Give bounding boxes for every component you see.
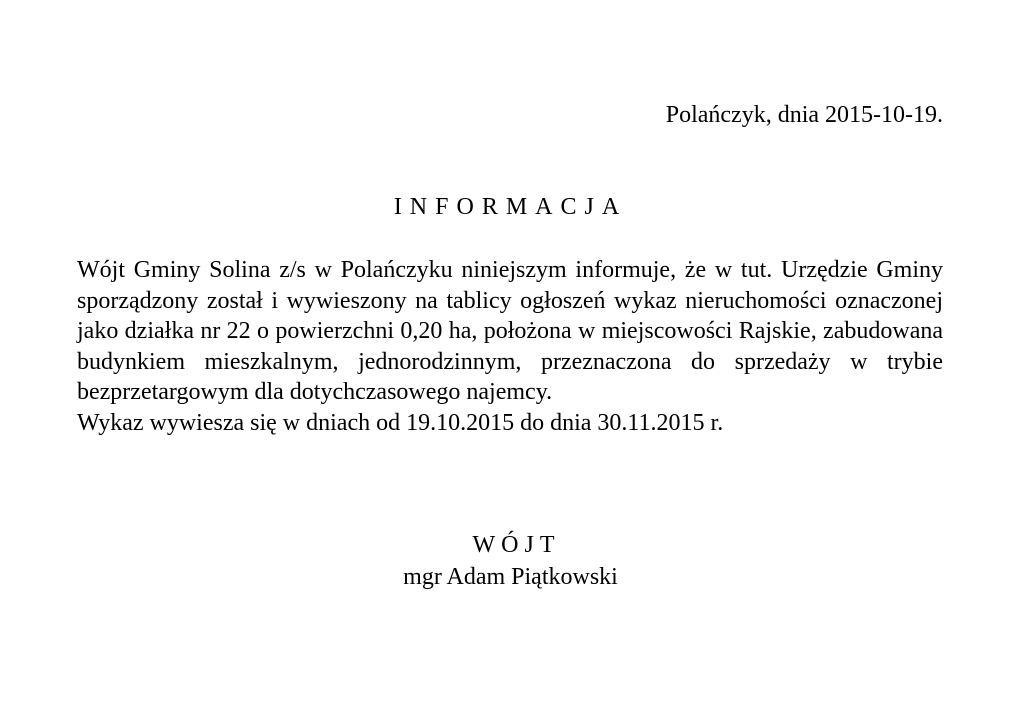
document-title: INFORMACJA xyxy=(393,194,628,220)
document-body xyxy=(77,255,943,438)
signature-name: mgr Adam Piątkowski xyxy=(403,564,618,590)
date-line: Polańczyk, dnia 2015-10-19. xyxy=(665,102,943,128)
body-paragraph: Wójt Gminy Solina z/s w Polańczyku niniejszym informuje, że w tut. Urzędzie Gminy sporządzony został i wywieszony na tablicy ogłoszeń wykaz nieruchomości oznaczonej jako działka nr 22 o powierzchni 0,20 ha, położona w miejscowości Rajskie, zabudowana budynkiem mieszkalnym, jednorodzinnym, przeznaczona do sprzedaży w trybie bezprzetargowym dla dotychczasowego najemcy. xyxy=(77,257,943,405)
period-line: Wykaz wywiesza się w dniach od 19.10.2015 do dnia 30.11.2015 r. xyxy=(77,409,724,436)
signature-title: WÓJT xyxy=(472,532,561,558)
